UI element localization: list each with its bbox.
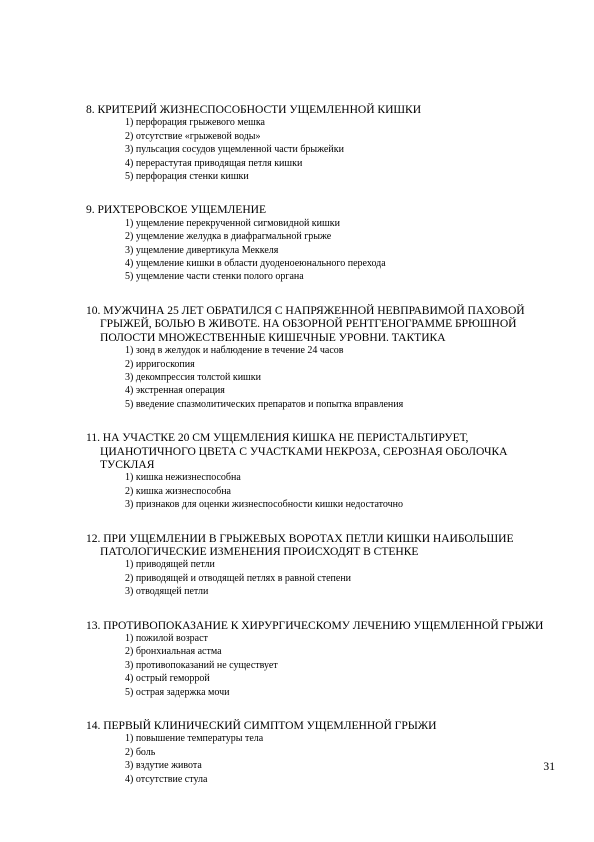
- question-title: 12. ПРИ УЩЕМЛЕНИИ В ГРЫЖЕВЫХ ВОРОТАХ ПЕТЛИ КИШКИ НАИБОЛЬШИЕ ПАТОЛОГИЧЕСКИЕ ИЗМЕНЕНИЯ ПРОИСХОДЯТ В СТЕНКЕ: [86, 531, 514, 558]
- answer-option: 3) декомпрессия толстой кишки: [125, 371, 261, 383]
- answer-option: 1) повышение температуры тела: [125, 733, 264, 745]
- answer-options: [86, 558, 550, 598]
- question-title: 11. НА УЧАСТКЕ 20 СМ УЩЕМЛЕНИЯ КИШКА НЕ ПЕРИСТАЛЬТИРУЕТ, ЦИАНОТИЧНОГО ЦВЕТА С УЧАСТКАМИ НЕКРОЗА, СЕРОЗНАЯ ОБОЛОЧКА ТУСКЛАЯ: [86, 431, 508, 471]
- answer-option: 1) перфорация грыжевого мешка: [125, 117, 265, 129]
- answer-option: 3) пульсация сосудов ущемленной части брыжейки: [125, 144, 344, 156]
- question-block: [86, 532, 550, 599]
- answer-option: 3) противопоказаний не существует: [125, 659, 278, 671]
- answer-option: 3) признаков для оценки жизнеспособности кишки недостаточно: [125, 499, 404, 511]
- answer-options: [86, 344, 550, 411]
- question-title: 14. ПЕРВЫЙ КЛИНИЧЕСКИЙ СИМПТОМ УЩЕМЛЕННОЙ ГРЫЖИ: [86, 719, 437, 733]
- question-title: 9. РИХТЕРОВСКОЕ УЩЕМЛЕНИЕ: [86, 203, 266, 217]
- question-block: [86, 304, 550, 411]
- question-title: 10. МУЖЧИНА 25 ЛЕТ ОБРАТИЛСЯ С НАПРЯЖЕННОЙ НЕВПРАВИМОЙ ПАХОВОЙ ГРЫЖЕЙ, БОЛЬЮ В ЖИВОТЕ. НА ОБЗОРНОЙ РЕНТГЕНОГРАММЕ БРЮШНОЙ ПОЛОСТИ МНОЖЕСТВЕННЫЕ КИШЕЧНЫЕ УРОВНИ. ТАКТИКА: [86, 303, 525, 344]
- answer-option: 4) экстренная операция: [125, 385, 225, 397]
- question-list: [86, 103, 550, 806]
- answer-option: 5) острая задержка мочи: [125, 686, 230, 698]
- answer-option: 2) боль: [125, 746, 156, 758]
- answer-option: 2) бронхиальная астма: [125, 646, 222, 658]
- answer-option: 3) отводящей петли: [125, 586, 209, 598]
- answer-option: 1) зонд в желудок и наблюдение в течение 24 часов: [125, 345, 344, 357]
- answer-options: [86, 116, 550, 183]
- answer-option: 4) перерастутая приводящая петля кишки: [125, 157, 303, 169]
- page-number: 31: [543, 760, 555, 773]
- answer-options: [86, 632, 550, 699]
- answer-option: 2) отсутствие «грыжевой воды»: [125, 130, 261, 142]
- question-block: [86, 619, 550, 699]
- answer-options: [86, 217, 550, 284]
- answer-option: 1) кишка нежизнеспособна: [125, 472, 241, 484]
- answer-option: 5) введение спазмолитических препаратов и попытка вправления: [125, 398, 404, 410]
- answer-option: 3) ущемление дивертикула Меккеля: [125, 244, 279, 256]
- answer-option: 2) ущемление желудка в диафрагмальной грыже: [125, 231, 332, 243]
- answer-option: 3) вздутие живота: [125, 760, 202, 772]
- answer-option: 1) пожилой возраст: [125, 633, 208, 644]
- question-title: 8. КРИТЕРИЙ ЖИЗНЕСПОСОБНОСТИ УЩЕМЛЕННОЙ КИШКИ: [86, 103, 422, 116]
- question-block: [86, 719, 550, 786]
- answer-option: 5) ущемление части стенки полого органа: [125, 271, 304, 283]
- answer-option: 2) кишка жизнеспособна: [125, 485, 231, 497]
- question-block: [86, 203, 550, 283]
- answer-option: 2) ирригоскопия: [125, 358, 195, 370]
- question-block: [86, 103, 550, 183]
- question-title: 13. ПРОТИВОПОКАЗАНИЕ К ХИРУРГИЧЕСКОМУ ЛЕЧЕНИЮ УЩЕМЛЕННОЙ ГРЫЖИ: [86, 618, 544, 632]
- answer-option: 5) перфорация стенки кишки: [125, 171, 249, 183]
- answer-option: 2) приводящей и отводящей петлях в равной степени: [125, 572, 352, 584]
- answer-option: 4) острый геморрой: [125, 673, 210, 685]
- answer-options: [86, 732, 550, 786]
- question-block: [86, 431, 550, 511]
- answer-option: 1) ущемление перекрученной сигмовидной кишки: [125, 217, 340, 229]
- answer-option: 4) ущемление кишки в области дуоденоеюнального перехода: [125, 258, 386, 270]
- answer-options: [86, 471, 550, 511]
- answer-option: 4) отсутствие стула: [125, 773, 208, 785]
- answer-option: 1) приводящей петли: [125, 559, 215, 571]
